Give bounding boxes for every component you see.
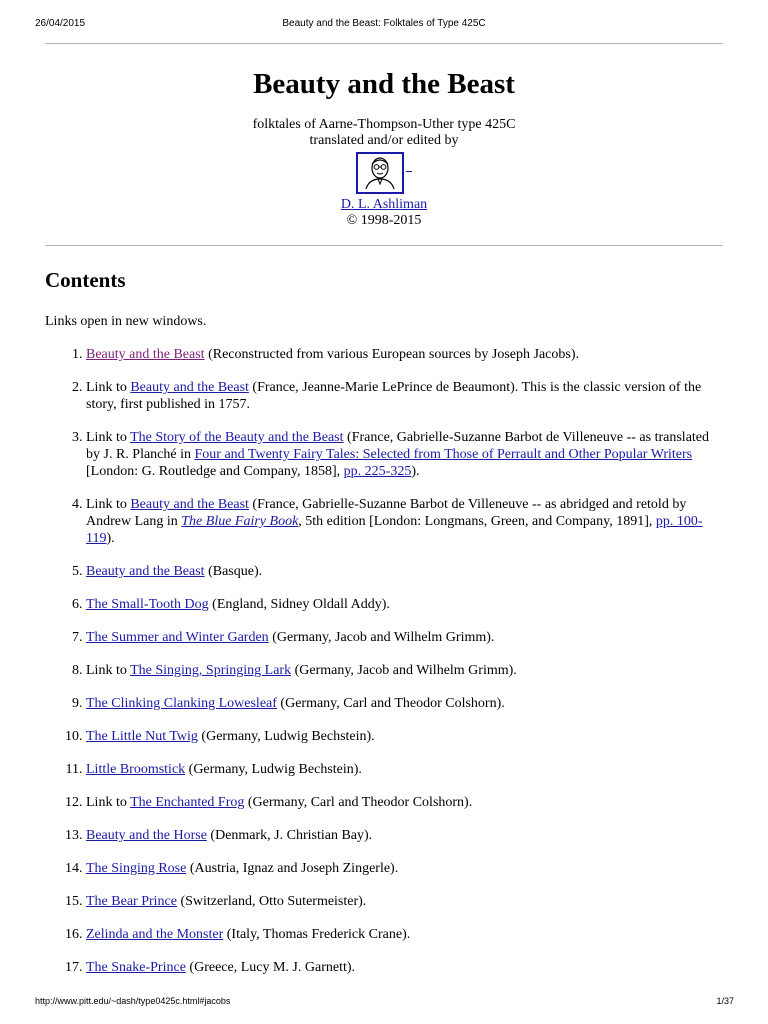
story-link[interactable]: Zelinda and the Monster [86, 927, 224, 942]
book-link[interactable]: Four and Twenty Fairy Tales: Selected from Those of Perrault and Other Popular Writers [194, 447, 693, 462]
list-item [86, 346, 723, 363]
page-content [45, 43, 723, 992]
pages-link[interactable]: pp. 225-325 [343, 464, 412, 479]
page-number: 1/37 [716, 996, 734, 1006]
portrait-drawing [361, 155, 399, 189]
list-item [86, 429, 723, 480]
story-link[interactable]: The Singing Rose [86, 861, 187, 876]
story-link[interactable]: The Small-Tooth Dog [86, 597, 209, 612]
story-link[interactable]: The Bear Prince [86, 894, 177, 909]
item-description: (Germany, Jacob and Wilhelm Grimm). [268, 630, 495, 645]
list-item [86, 596, 723, 613]
stories-list [45, 346, 723, 976]
list-item [86, 728, 723, 745]
copyright: © 1998-2015 [346, 213, 422, 228]
item-description: (Germany, Ludwig Bechstein). [185, 762, 362, 777]
item-description: (Italy, Thomas Frederick Crane). [223, 927, 411, 942]
subtitle-line2: translated and/or edited by [309, 133, 459, 148]
item-prefix: Link to [86, 497, 131, 512]
list-item [86, 379, 723, 413]
item-description: (Germany, Carl and Theodor Colshorn). [276, 696, 505, 711]
list-item [86, 893, 723, 910]
item-prefix: Link to [86, 380, 131, 395]
list-item [86, 959, 723, 976]
story-link[interactable]: The Summer and Winter Garden [86, 630, 269, 645]
item-description: (France, Jeanne-Marie LePrince de Beaumont). This is the classic version of the story, first published in 1757. [86, 380, 702, 412]
author-link[interactable]: D. L. Ashliman [340, 197, 428, 212]
print-date: 26/04/2015 [35, 18, 86, 29]
pages-link[interactable]: pp. 100-119 [86, 514, 703, 546]
page-title: Beauty and the Beast [253, 68, 515, 100]
story-link[interactable]: Little Broomstick [86, 762, 186, 777]
item-description: , 5th edition [London: Longmans, Green, and Company, 1891], [298, 514, 656, 529]
item-description: (Germany, Ludwig Bechstein). [197, 729, 375, 744]
item-description: (Switzerland, Otto Sutermeister). [176, 894, 367, 909]
list-item [86, 827, 723, 844]
list-item [86, 860, 723, 877]
item-description: [London: G. Routledge and Company, 1858], [86, 464, 344, 479]
author-row [45, 197, 723, 213]
item-description: (France, Gabrielle-Suzanne Barbot de Villeneuve -- as translated by J. R. Planché in [86, 430, 710, 462]
story-link[interactable]: The Enchanted Frog [130, 795, 245, 810]
list-item [86, 926, 723, 943]
story-link[interactable]: The Snake-Prince [86, 960, 186, 975]
item-prefix: Link to [86, 663, 131, 678]
story-link[interactable]: The Singing, Springing Lark [130, 663, 292, 678]
story-link[interactable]: Beauty and the Beast [130, 380, 249, 395]
list-item [86, 563, 723, 580]
list-item [86, 695, 723, 712]
story-link[interactable]: Beauty and the Horse [86, 828, 207, 843]
story-link[interactable]: The Clinking Clanking Lowesleaf [86, 696, 277, 711]
story-link[interactable]: Beauty and the Beast [130, 497, 249, 512]
story-link[interactable]: Beauty and the Beast [86, 564, 205, 579]
story-link[interactable]: The Little Nut Twig [86, 729, 198, 744]
print-header [0, 0, 768, 32]
item-description: ). [411, 464, 420, 479]
print-footer [0, 990, 768, 1024]
item-prefix: Link to [86, 430, 131, 445]
item-description: (Basque). [204, 564, 263, 579]
item-description: ). [106, 531, 115, 546]
list-item [86, 794, 723, 811]
item-description: (Germany, Carl and Theodor Colshorn). [244, 795, 473, 810]
item-description: (Germany, Jacob and Wilhelm Grimm). [291, 663, 517, 678]
item-description: (Reconstructed from various European sources by Joseph Jacobs). [204, 347, 579, 362]
item-description: (France, Gabrielle-Suzanne Barbot de Villeneuve -- as abridged and retold by Andrew Lang in [86, 497, 687, 529]
list-item [86, 629, 723, 646]
list-item [86, 761, 723, 778]
item-description: (England, Sidney Oldall Addy). [208, 597, 390, 612]
list-item [86, 662, 723, 679]
item-description: (Greece, Lucy M. J. Garnett). [185, 960, 356, 975]
story-link[interactable]: Beauty and the Beast [86, 347, 205, 362]
author-portrait-icon[interactable] [356, 152, 404, 194]
author-portrait-row [45, 149, 723, 194]
print-url: http://www.pitt.edu/~dash/type0425c.html#jacobs [35, 996, 231, 1006]
item-prefix: Link to [86, 795, 131, 810]
subtitle-line1: folktales of Aarne-Thompson-Uther type 425C [252, 117, 516, 132]
item-description: (Denmark, J. Christian Bay). [206, 828, 373, 843]
links-note: Links open in new windows. [45, 314, 207, 329]
story-link[interactable]: The Story of the Beauty and the Beast [130, 430, 344, 445]
contents-heading: Contents [45, 268, 126, 292]
book-link[interactable] [181, 514, 298, 529]
book-title: The Blue Fairy Book [181, 514, 299, 529]
top-divider [45, 43, 723, 44]
portrait-link-underline [406, 171, 412, 172]
print-title: Beauty and the Beast: Folktales of Type 425C [282, 18, 486, 29]
list-item [86, 496, 723, 547]
section-divider [45, 245, 723, 246]
item-description: (Austria, Ignaz and Joseph Zingerle). [186, 861, 399, 876]
